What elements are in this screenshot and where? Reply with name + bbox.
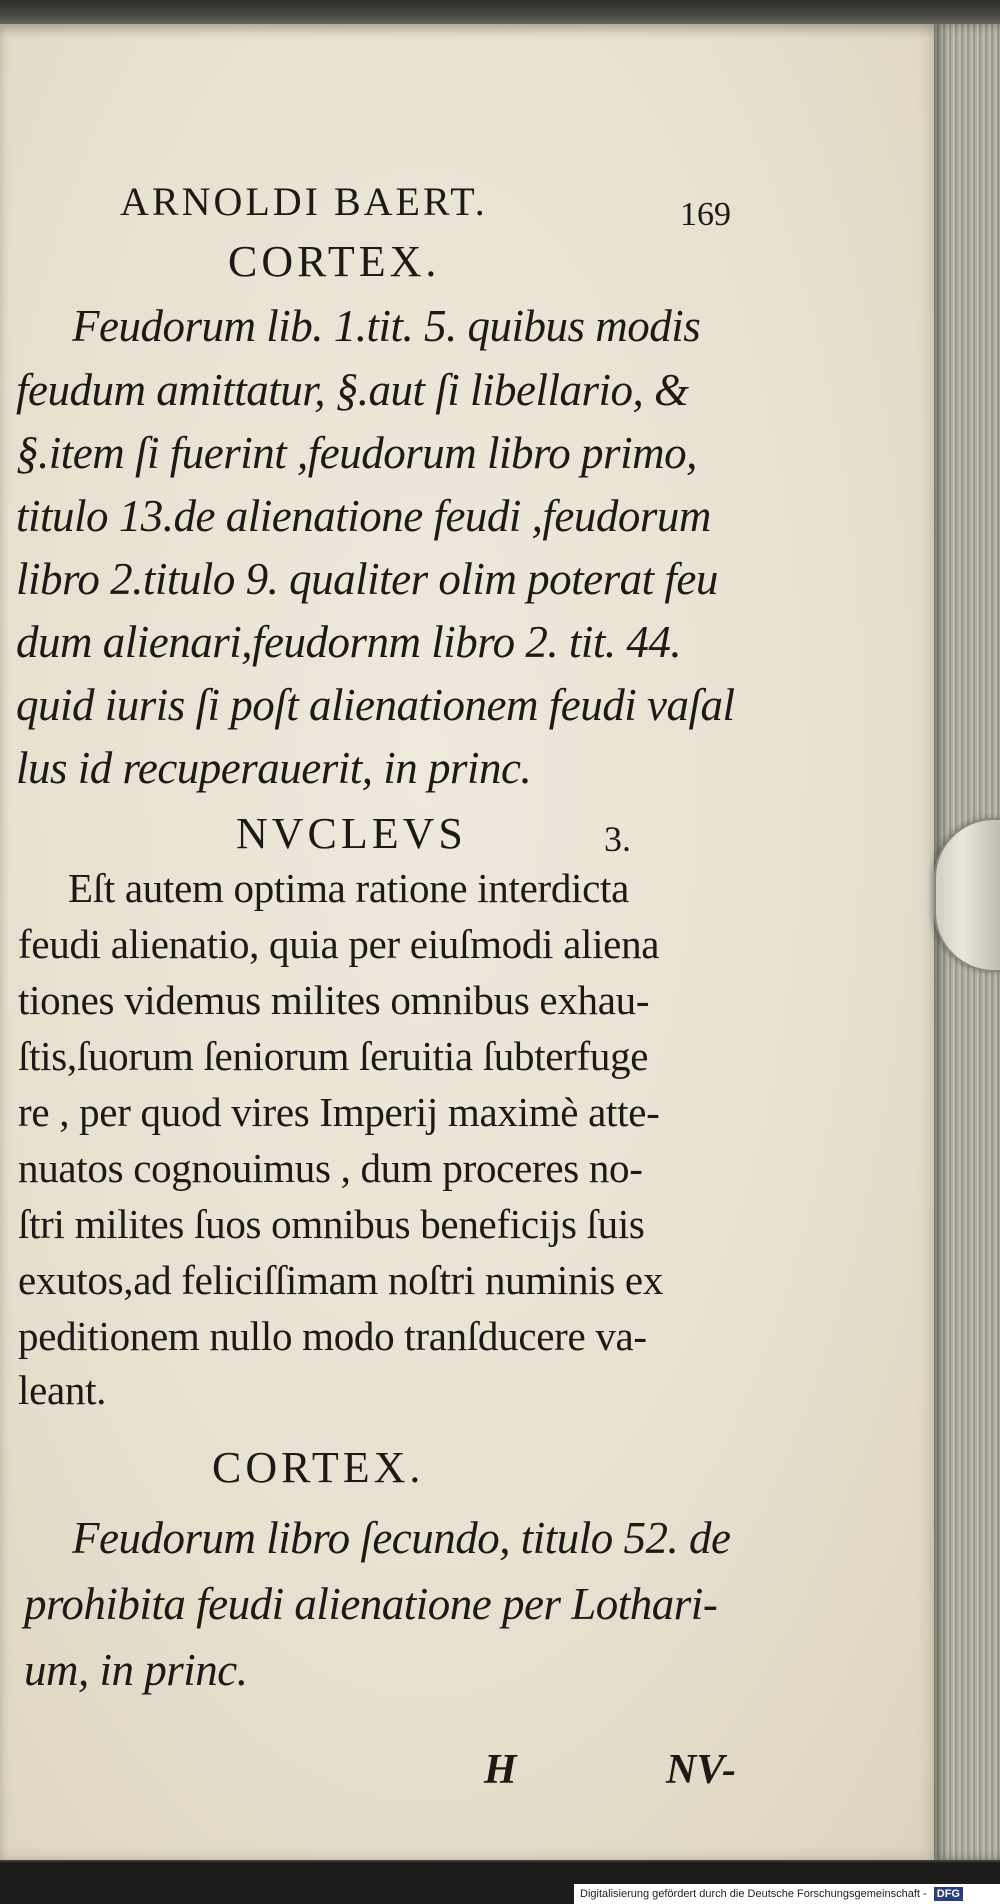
digitization-credit	[574, 1884, 1000, 1904]
text-line: Feudorum libro ſecundo, titulo 52. de	[72, 1513, 731, 1563]
text-line: titulo 13.de alienatione feudi ,feudorum	[16, 491, 711, 541]
section-heading-cortex-2: CORTEX.	[212, 1443, 425, 1492]
text-line: feudi alienatio, quia per eiuſmodi aliena	[18, 921, 660, 967]
text-line: re , per quod vires Imperij maximè atte-	[18, 1089, 660, 1135]
text-line: lus id recuperauerit, in princ.	[16, 743, 532, 793]
nucleus-number: 3.	[604, 819, 631, 859]
text-line: exutos,ad feliciſſimam noſtri numinis ex	[18, 1257, 664, 1303]
text-line: feudum amittatur, §.aut ſi libellario, &	[16, 365, 689, 415]
text-line: ſtis,ſuorum ſeniorum ſeruitia ſubterfuge	[18, 1033, 649, 1079]
text-line: ſtri milites ſuos omnibus beneficijs ſuis	[18, 1201, 645, 1247]
running-head-title: ARNOLDI BAERT.	[120, 179, 488, 224]
section-heading-cortex-1: CORTEX.	[228, 237, 441, 286]
text-line: um, in princ.	[24, 1645, 248, 1695]
text-line: quid iuris ſi poſt alienationem feudi vaſal	[16, 680, 735, 730]
text-line: leant.	[18, 1367, 107, 1413]
text-line: Eſt autem optima ratione interdicta	[68, 865, 630, 911]
dfg-logo: DFG	[934, 1887, 963, 1901]
signature-mark: H	[484, 1747, 517, 1793]
credit-text: Digitalisierung gefördert durch die Deutsche Forschungsgemeinschaft -	[580, 1888, 927, 1900]
section-heading-nucleus: NVCLEVS	[236, 809, 467, 858]
text-line: prohibita feudi alienatione per Lothari-	[24, 1579, 718, 1629]
catchword: NV-	[666, 1747, 737, 1793]
text-line: §.item ſi fuerint ,feudorum libro primo,	[16, 428, 697, 478]
binding-top-edge	[0, 0, 1000, 26]
text-line: peditionem nullo modo tranſducere va-	[18, 1313, 647, 1359]
text-line: nuatos cognouimus , dum proceres no-	[18, 1145, 643, 1191]
text-line: dum alienari,feudornm libro 2. tit. 44.	[16, 617, 682, 667]
text-line: libro 2.titulo 9. qualiter olim poterat feu	[16, 554, 718, 604]
text-line: tiones videmus milites omnibus exhau-	[18, 977, 650, 1023]
page-number: 169	[680, 196, 731, 233]
text-line: Feudorum lib. 1.tit. 5. quibus modis	[72, 301, 701, 351]
